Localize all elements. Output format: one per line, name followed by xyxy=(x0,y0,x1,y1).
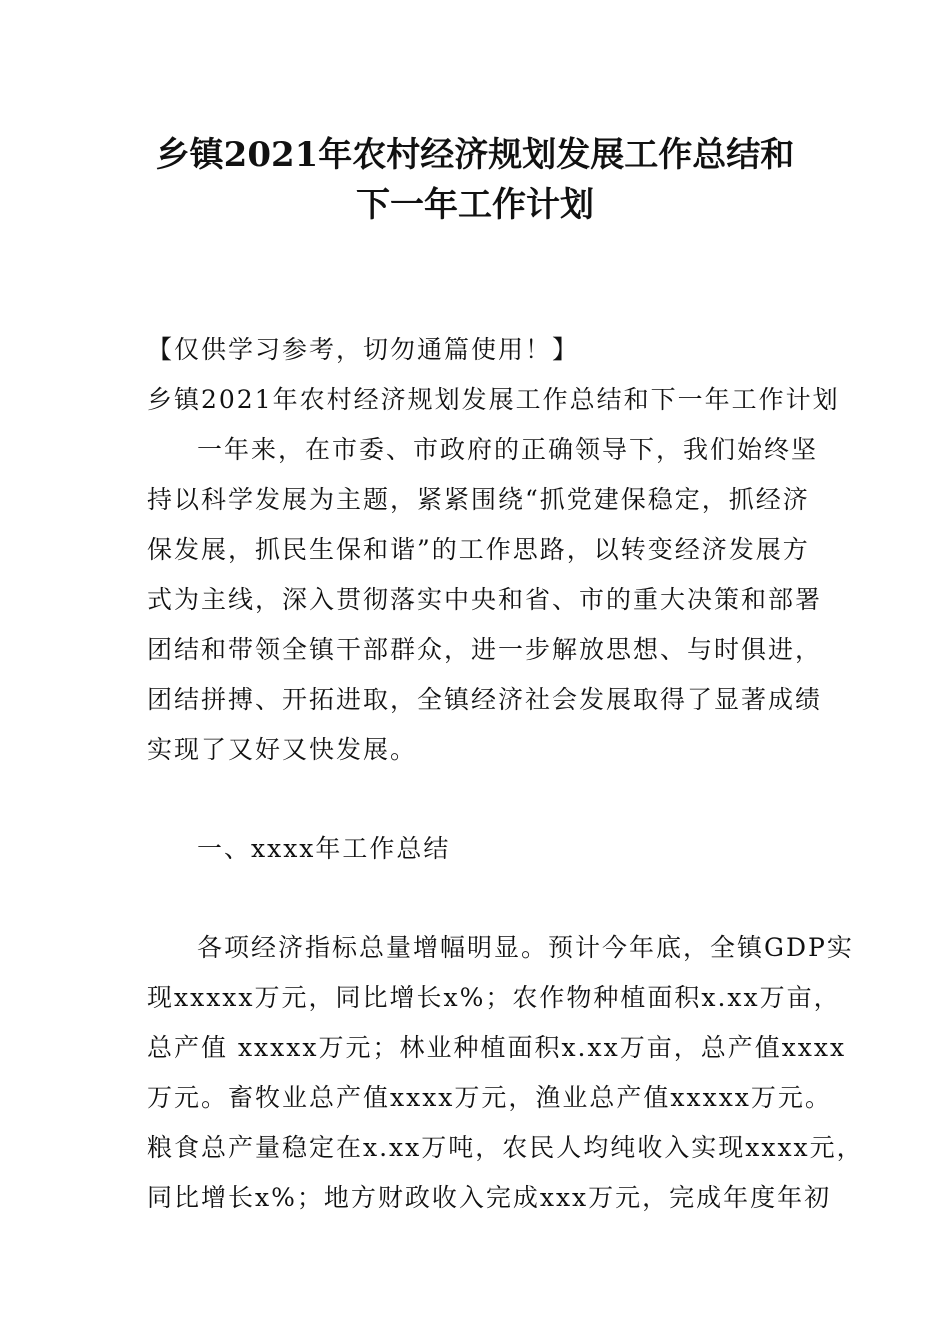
intro-line: 式为主线，深入贯彻落实中央和省、市的重大决策和部署 xyxy=(147,585,823,614)
document-title-line-1: 乡镇2021年农村经济规划发展工作总结和 xyxy=(155,135,795,175)
intro-line: 团结拼搏、开拓进取，全镇经济社会发展取得了显著成绩 xyxy=(147,685,823,714)
body-line: 各项经济指标总量增幅明显。预计今年底，全镇GDP实 xyxy=(197,933,854,962)
usage-notice: 【仅供学习参考，切勿通篇使用！】 xyxy=(147,335,580,364)
intro-line: 实现了又好又快发展。 xyxy=(147,735,418,764)
body-line: 总产值 xxxxx万元；林业种植面积x.xx万亩，总产值xxxx xyxy=(147,1033,847,1062)
body-line: 粮食总产量稳定在x.xx万吨，农民人均纯收入实现xxxx元， xyxy=(147,1133,864,1162)
document-title-line-2: 下一年工作计划 xyxy=(356,185,594,225)
body-line: 万元。畜牧业总产值xxxx万元，渔业总产值xxxxx万元。 xyxy=(147,1083,832,1112)
section-heading: 一、xxxx年工作总结 xyxy=(197,834,451,863)
document-subtitle: 乡镇2021年农村经济规划发展工作总结和下一年工作计划 xyxy=(147,385,840,414)
body-line: 同比增长x%；地方财政收入完成xxx万元，完成年度年初 xyxy=(147,1183,832,1212)
intro-line: 持以科学发展为主题，紧紧围绕“抓党建保稳定，抓经济 xyxy=(147,485,810,514)
intro-line: 保发展，抓民生保和谐”的工作思路，以转变经济发展方 xyxy=(147,535,810,564)
intro-line: 团结和带领全镇干部群众，进一步解放思想、与时俱进， xyxy=(147,635,823,664)
body-line: 现xxxxx万元，同比增长x%；农作物种植面积x.xx万亩， xyxy=(147,983,841,1012)
intro-line: 一年来，在市委、市政府的正确领导下，我们始终坚 xyxy=(197,435,819,464)
